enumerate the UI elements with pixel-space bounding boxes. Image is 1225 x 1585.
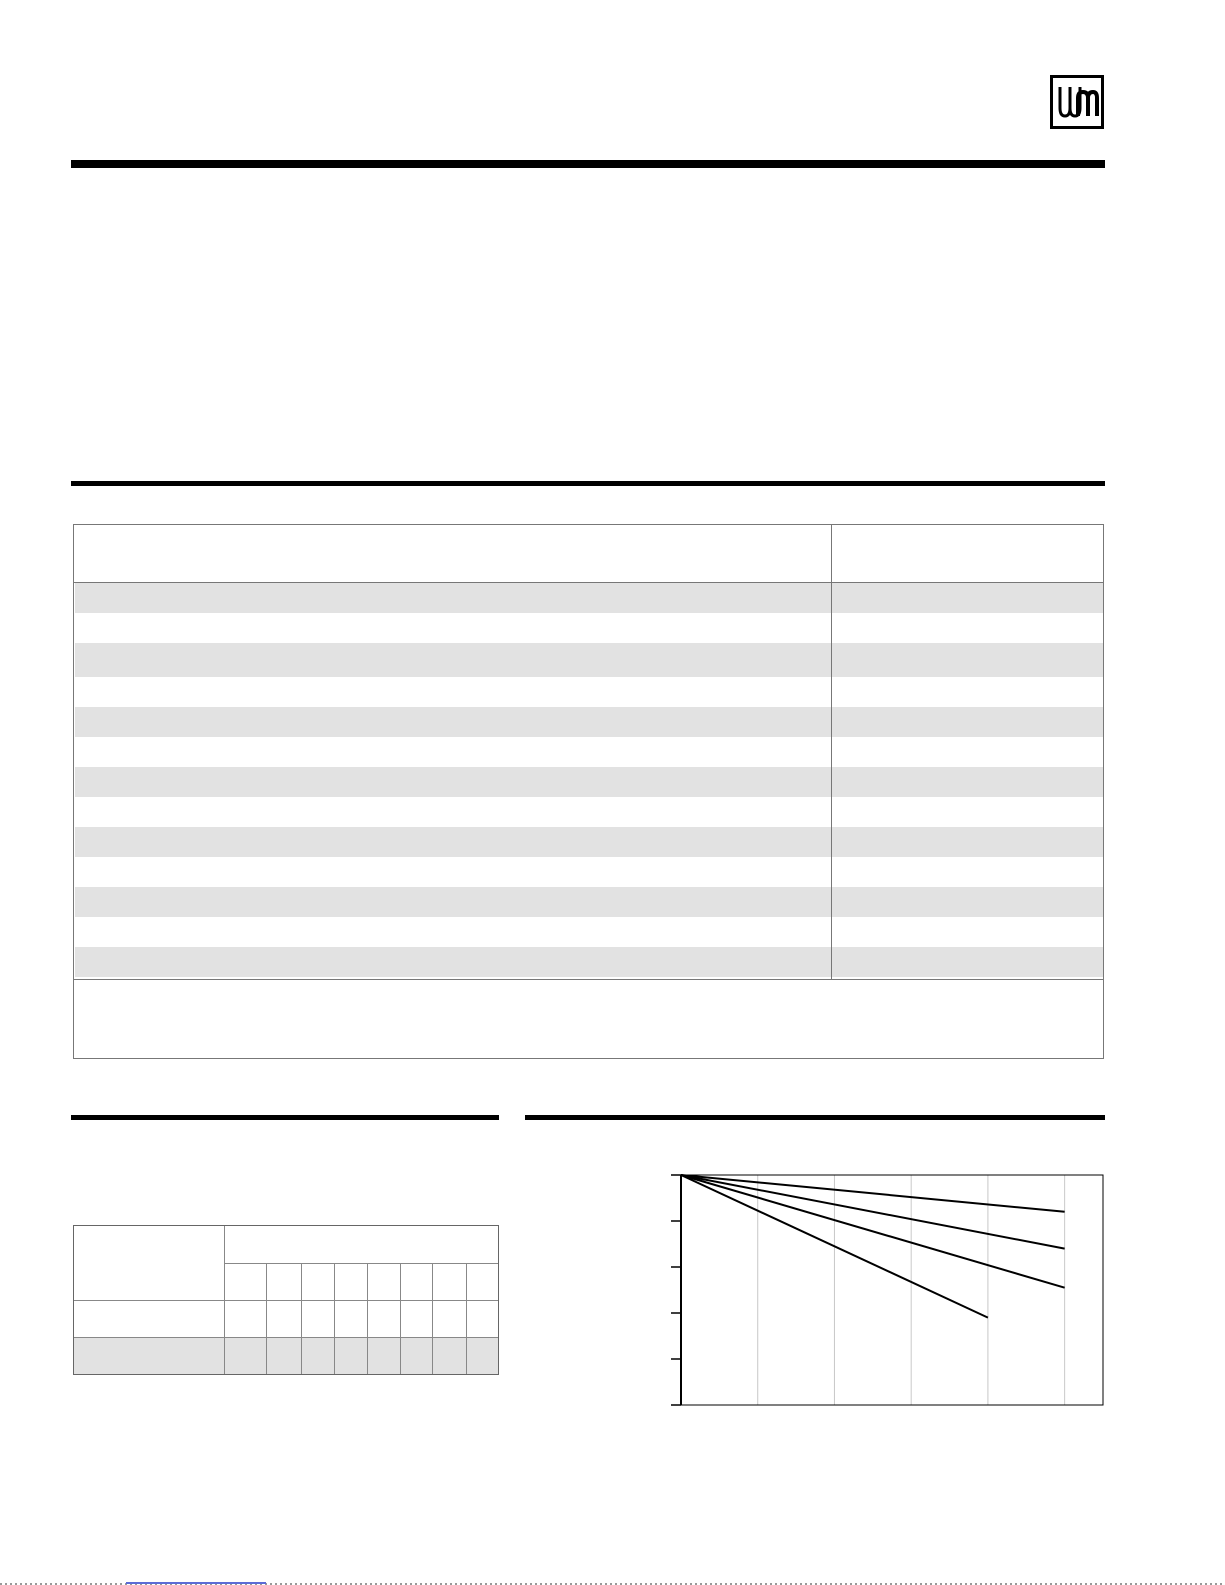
- table-row: [75, 583, 1103, 613]
- specifications-table: [73, 524, 1104, 1059]
- group-header: [225, 1226, 498, 1263]
- wm-logo-icon: [1053, 78, 1101, 126]
- table-grid-line: [301, 1263, 302, 1374]
- footer-link[interactable]: [126, 1582, 266, 1584]
- table-row: [75, 857, 1103, 887]
- row-label: [74, 1338, 224, 1374]
- table-row: [75, 767, 1103, 797]
- table-row: [75, 613, 1103, 643]
- series-line-1: [681, 1175, 1065, 1212]
- y-axis-ticks: [671, 1175, 681, 1405]
- chart-series: [681, 1175, 1065, 1318]
- table-row: [75, 677, 1103, 707]
- table-row: [75, 947, 1103, 977]
- ordering-table: [73, 1225, 499, 1375]
- section-rule: [71, 481, 1105, 486]
- table-grid-line: [466, 1263, 467, 1374]
- company-logo: [1050, 75, 1104, 129]
- left-section-rule: [71, 1115, 499, 1120]
- table-row: [75, 797, 1103, 827]
- chart-grid: [758, 1175, 1065, 1405]
- table-grid-line: [367, 1263, 368, 1374]
- table-row: [75, 827, 1103, 857]
- header-rule: [71, 160, 1105, 168]
- line-chart: [640, 1165, 1110, 1415]
- table-row: [75, 917, 1103, 947]
- row-label-header: [74, 1226, 224, 1300]
- table-row: [75, 887, 1103, 917]
- series-line-2: [681, 1175, 1065, 1249]
- column-divider: [831, 525, 832, 979]
- table-grid-line: [334, 1263, 335, 1374]
- table-body: [75, 583, 1103, 977]
- table-header: [74, 525, 1103, 583]
- table-footnote: [74, 980, 1103, 1058]
- table-row: [75, 737, 1103, 767]
- row-label: [74, 1301, 224, 1337]
- table-row: [75, 707, 1103, 737]
- table-grid-line: [400, 1263, 401, 1374]
- right-section-rule: [525, 1115, 1105, 1120]
- table-grid-line: [266, 1263, 267, 1374]
- table-grid-line: [432, 1263, 433, 1374]
- table-row: [75, 643, 1103, 677]
- series-line-3: [681, 1175, 1065, 1288]
